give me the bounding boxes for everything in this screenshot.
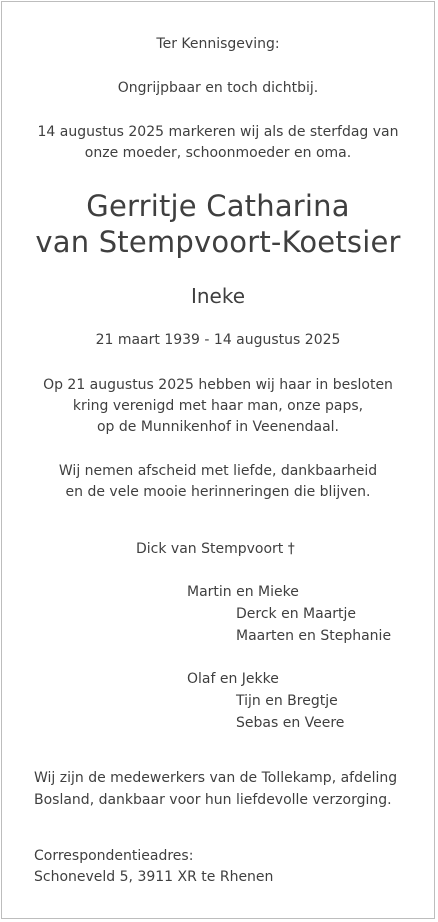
thanks-line-1: Wij zijn de medewerkers van de Tollekamp, afdeling: [34, 770, 398, 786]
thanks-line-2: Bosland, dankbaar voor hun liefdevolle verzorging.: [34, 792, 392, 808]
deceased-name-line-2: van Stempvoort-Koetsier: [35, 225, 401, 259]
family-group-2-child-1: Tijn en Bregtje: [236, 693, 338, 709]
correspondence-address: Schoneveld 5, 3911 XR te Rhenen: [34, 869, 274, 885]
spouse-name: Dick van Stempvoort †: [136, 541, 295, 557]
deceased-nickname: Ineke: [190, 284, 246, 308]
farewell-line-1: Wij nemen afscheid met liefde, dankbaarheid: [58, 463, 378, 479]
intro-line-1: 14 augustus 2025 markeren wij als de sterfdag van: [37, 124, 399, 140]
correspondence-label: Correspondentieadres:: [34, 848, 194, 864]
burial-line-2: kring verenigd met haar man, onze paps,: [72, 398, 364, 414]
family-group-1-parents: Martin en Mieke: [187, 584, 299, 600]
burial-line-3: op de Munnikenhof in Veenendaal.: [96, 419, 340, 435]
deceased-name-line-1: Gerritje Catharina: [86, 189, 350, 223]
burial-line-1: Op 21 augustus 2025 hebben wij haar in besloten: [43, 377, 393, 393]
life-dates: 21 maart 1939 - 14 augustus 2025: [95, 332, 341, 348]
intro-line-2: onze moeder, schoonmoeder en oma.: [84, 145, 352, 161]
tagline: Ongrijpbaar en toch dichtbij.: [117, 80, 319, 96]
family-group-2-parents: Olaf en Jekke: [187, 671, 279, 687]
notice-header: Ter Kennisgeving:: [156, 36, 280, 52]
family-group-1-child-2: Maarten en Stephanie: [236, 628, 392, 644]
family-group-1-child-1: Derck en Maartje: [236, 606, 357, 622]
family-group-2-child-2: Sebas en Veere: [236, 715, 345, 731]
farewell-line-2: en de vele mooie herinneringen die blijven.: [65, 484, 371, 500]
